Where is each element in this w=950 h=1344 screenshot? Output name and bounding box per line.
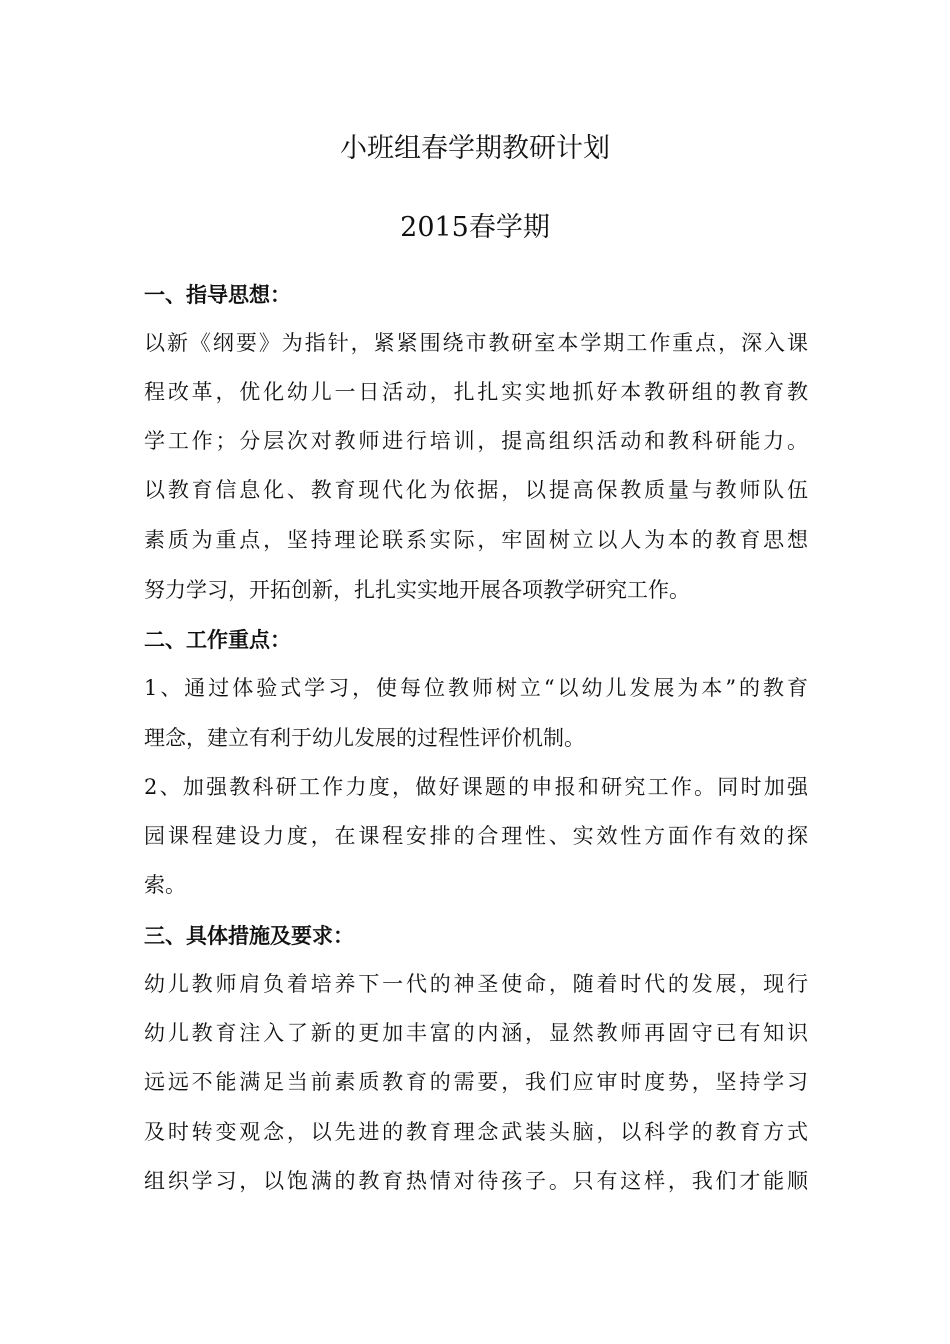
paragraph-line: 素质为重点，坚持理论联系实际，牢固树立以人为本的教育思想 bbox=[144, 528, 808, 552]
paragraph-line: 以教育信息化、教育现代化为依据，以提高保教质量与教师队伍 bbox=[144, 478, 808, 502]
paragraph-line: 理念，建立有利于幼儿发展的过程性评价机制。 bbox=[144, 726, 585, 750]
section-heading: 三、具体措施及要求： bbox=[144, 923, 354, 948]
section-heading: 一、指导思想： bbox=[144, 282, 291, 307]
document-title: 小班组春学期教研计划 bbox=[340, 133, 610, 164]
document-subtitle: 2015春学期 bbox=[400, 212, 550, 243]
paragraph-line: 以新《纲要》为指针，紧紧围绕市教研室本学期工作重点，深入课 bbox=[144, 331, 808, 355]
paragraph-line: 远远不能满足当前素质教育的需要，我们应审时度势，坚持学习 bbox=[144, 1070, 808, 1094]
paragraph-line: 幼儿教育注入了新的更加丰富的内涵，显然教师再固守已有知识 bbox=[144, 1021, 808, 1045]
paragraph-line: 程改革，优化幼儿一日活动，扎扎实实地抓好本教研组的教育教 bbox=[144, 380, 808, 404]
paragraph-line: 及时转变观念，以先进的教育理念武装头脑，以科学的教育方式 bbox=[144, 1120, 808, 1144]
paragraph-line: 努力学习，开拓创新，扎扎实实地开展各项教学研究工作。 bbox=[144, 578, 690, 602]
paragraph-line: 1、通过体验式学习，使每位教师树立“以幼儿发展为本”的教育 bbox=[144, 676, 808, 700]
paragraph-line: 幼儿教师肩负着培养下一代的神圣使命，随着时代的发展，现行 bbox=[144, 972, 808, 996]
paragraph-line: 2、加强教科研工作力度，做好课题的申报和研究工作。同时加强 bbox=[144, 775, 808, 799]
paragraph-line: 园课程建设力度，在课程安排的合理性、实效性方面作有效的探 bbox=[144, 824, 808, 848]
paragraph-line: 索。 bbox=[144, 873, 186, 897]
section-heading: 二、工作重点： bbox=[144, 627, 291, 652]
paragraph-line: 组织学习，以饱满的教育热情对待孩子。只有这样，我们才能顺 bbox=[144, 1169, 808, 1193]
paragraph-line: 学工作；分层次对教师进行培训，提高组织活动和教科研能力。 bbox=[144, 429, 808, 453]
